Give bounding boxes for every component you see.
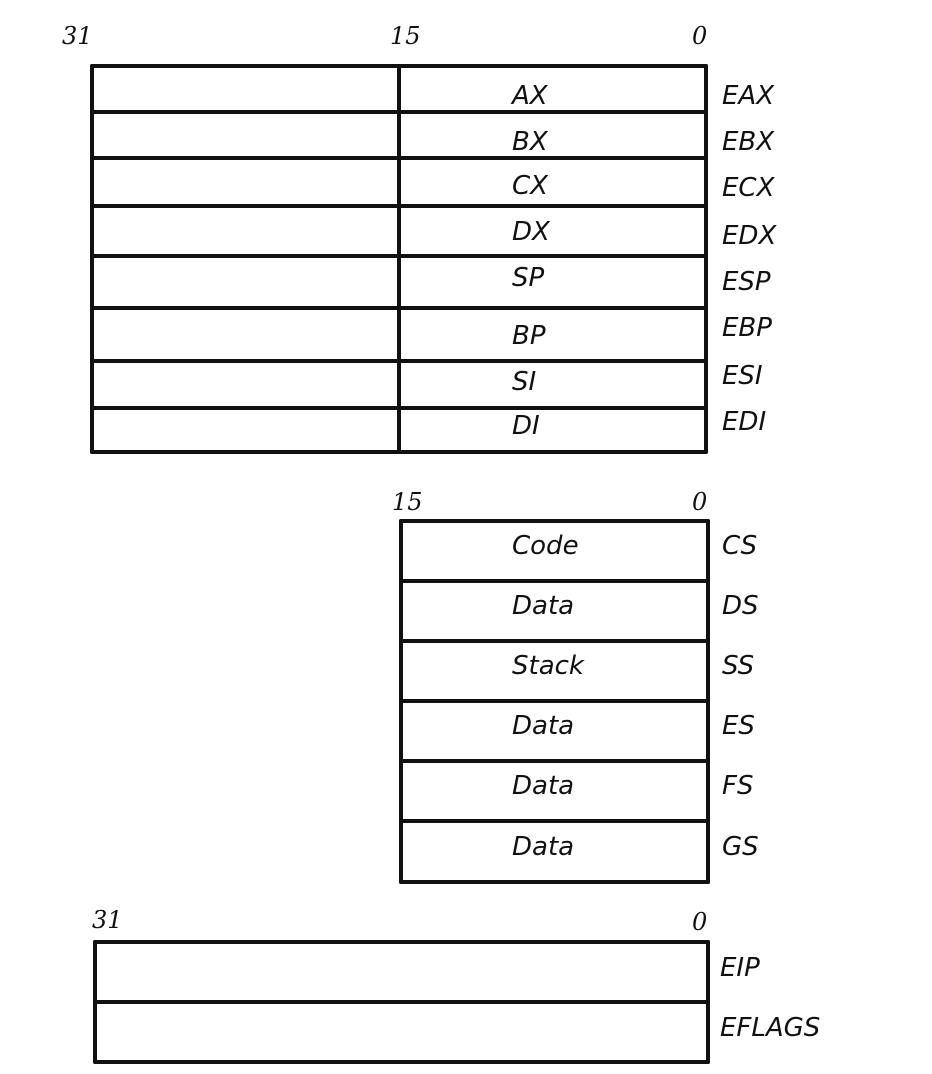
gp-bit-label-15: 15	[390, 22, 421, 50]
seg-reg-fs: FS	[722, 771, 754, 801]
seg-reg-gs: GS	[722, 832, 759, 862]
sp-reg-eip: EIP	[720, 953, 760, 983]
special-registers-group	[92, 906, 820, 1062]
gp-reg-edi: EDI	[722, 407, 767, 437]
seg-cell-data: Data	[512, 591, 575, 621]
seg-bit-label-0: 0	[692, 488, 708, 516]
general-registers-group	[62, 22, 777, 452]
sp-reg-eflags: EFLAGS	[720, 1013, 821, 1043]
gp-cell-dx: DX	[512, 217, 550, 247]
seg-reg-ss: SS	[722, 651, 755, 681]
gp-reg-esi: ESI	[722, 361, 763, 391]
gp-cell-bx: BX	[512, 127, 548, 157]
gp-cell-cx: CX	[512, 171, 548, 201]
seg-reg-ds: DS	[722, 591, 759, 621]
seg-cell-data: Data	[512, 771, 575, 801]
seg-cell-stack: Stack	[512, 651, 584, 681]
gp-cell-bp: BP	[512, 321, 546, 351]
seg-reg-es: ES	[722, 711, 755, 741]
gp-bit-label-0: 0	[692, 22, 708, 50]
sp-bit-label-0: 0	[692, 908, 708, 936]
gp-cell-sp: SP	[512, 263, 545, 293]
seg-cell-data: Data	[512, 832, 575, 862]
gp-reg-ecx: ECX	[722, 173, 775, 203]
seg-bit-label-15: 15	[392, 488, 423, 516]
gp-cell-si: SI	[512, 367, 537, 397]
gp-reg-edx: EDX	[722, 221, 777, 251]
gp-bit-label-31: 31	[62, 22, 93, 50]
gp-cell-ax: AX	[512, 81, 548, 111]
seg-reg-cs: CS	[722, 531, 758, 561]
gp-reg-esp: ESP	[722, 267, 771, 297]
gp-reg-eax: EAX	[722, 81, 775, 111]
segment-registers-group	[392, 488, 759, 882]
gp-reg-ebp: EBP	[722, 313, 772, 343]
gp-cell-di: DI	[512, 411, 540, 441]
sp-bit-label-31: 31	[92, 906, 123, 934]
seg-cell-data: Data	[512, 711, 575, 741]
gp-reg-ebx: EBX	[722, 127, 775, 157]
seg-cell-code: Code	[512, 531, 579, 561]
